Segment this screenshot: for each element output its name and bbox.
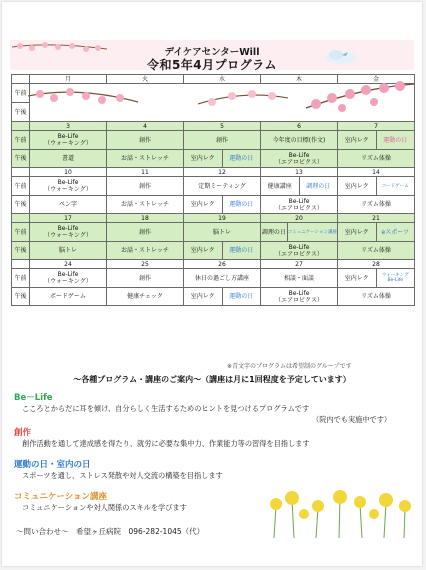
weekday-fri: 金	[338, 75, 415, 84]
date-cell: 25	[107, 260, 184, 269]
page-title: 令和5年4月プログラム	[146, 58, 278, 72]
program-cell-split	[261, 223, 338, 242]
date-cell: 14	[338, 168, 415, 177]
program-title-communication: コミュニケーション講座	[14, 492, 107, 502]
date-cell: 11	[107, 168, 184, 177]
program-cell: Be-Life （エアロビクス）	[261, 150, 338, 168]
weekday-tue: 火	[107, 75, 184, 84]
program-desc-sousaku: 創作活動を通して達成感を得たり、就労に必要な集中力、作業能力等の習得を目指します	[22, 439, 310, 448]
program-cell: 創作	[107, 223, 184, 242]
flyer-page	[2, 2, 422, 566]
date-cell: 5	[184, 122, 261, 131]
program-desc-undou: スポーツを通し、ストレス発散や対人交流の構築を目指します	[22, 471, 223, 480]
program-cell-split	[338, 223, 415, 242]
program-cell: 調理の日	[261, 228, 286, 236]
program-cell-split	[338, 131, 415, 150]
date-cell: 26	[184, 260, 261, 269]
program-cell: リズム体操	[338, 288, 415, 306]
program-cell: 創作	[107, 177, 184, 196]
program-cell: 室内レク	[190, 155, 215, 162]
program-cell: 創作	[107, 269, 184, 288]
program-cell: 創作	[184, 131, 261, 150]
program-title-sousaku: 創作	[14, 428, 32, 438]
date-cell: 18	[107, 214, 184, 223]
weekday-thu: 木	[261, 75, 338, 84]
program-cell: 室内レク	[344, 182, 369, 190]
cherry-blossom-icon	[28, 84, 138, 114]
program-cell: Be-Life （ウォーキング）	[30, 177, 107, 196]
program-cell: 定期ミーティング	[184, 177, 261, 196]
program-cell: 相談・面談	[261, 269, 338, 288]
program-cell: 運動の日	[222, 242, 261, 259]
program-cell: 室内レク	[344, 136, 369, 144]
program-cell: ボードゲーム	[30, 288, 107, 306]
slot-am-label: 午前	[12, 84, 30, 103]
weekday-wed: 水	[184, 75, 261, 84]
program-cell: 室内レク	[190, 201, 215, 208]
date-cell: 12	[184, 168, 261, 177]
program-cell: 健康チェック	[107, 288, 184, 306]
program-title-belife: Be－Life	[14, 393, 53, 403]
date-cell: 21	[338, 214, 415, 223]
program-cell-split	[184, 196, 261, 214]
program-cell: ペン字	[30, 196, 107, 214]
program-cell: 運動の日	[222, 196, 261, 213]
program-desc-belife-note: （院内でも実施中です）	[312, 415, 392, 424]
program-cell: お話・ストレッチ	[107, 242, 184, 260]
date-cell: 10	[30, 168, 107, 177]
program-desc-communication: コミュニケーションや対人関係のスキルを学びます	[22, 503, 187, 512]
date-cell: 4	[107, 122, 184, 131]
program-cell: Be-Life （ウォーキング）	[30, 269, 107, 288]
cherry-blossom-icon	[198, 86, 288, 114]
date-cell: 28	[338, 260, 415, 269]
slot-pm-label: 午後	[12, 150, 30, 168]
program-cell: お話・ストレッチ	[107, 150, 184, 168]
program-cell: Be-Life （ウォーキング）	[30, 223, 107, 242]
header-subtitle: デイケアセンターWill	[164, 47, 260, 58]
program-cell: Be-Life （エアロビクス）	[261, 288, 338, 306]
program-title-undou: 運動の日・室内の日	[14, 460, 91, 470]
program-cell: お話・ストレッチ	[107, 196, 184, 214]
slot-am-label: 午前	[12, 131, 30, 150]
program-cell: Be-Life （エアロビクス）	[261, 196, 338, 214]
program-cell: Be-Life （エアロビクス）	[261, 242, 338, 260]
contact-info: 〜問い合わせ〜 希望ヶ丘病院 096-282-1045（代）	[16, 527, 205, 536]
program-cell-split	[338, 177, 415, 196]
program-cell-split	[184, 288, 261, 306]
program-cell: コミュニケーション講座	[287, 223, 337, 241]
program-cell: 運動の日	[222, 288, 261, 305]
slot-am-label: 午前	[12, 223, 30, 242]
program-cell: コードゲーム	[376, 177, 415, 195]
note-text: ※青文字のプログラムは希望制のグループです	[227, 363, 352, 370]
slot-am-label: 午前	[12, 177, 30, 196]
program-cell: Be-Life （ウォーキング）	[30, 131, 107, 150]
program-cell: 創作	[107, 131, 184, 150]
program-cell-split	[261, 177, 338, 196]
weekday-mon: 月	[30, 75, 107, 84]
cherry-blossom-icon	[302, 78, 414, 122]
program-cell: 室内レク	[344, 228, 369, 236]
program-cell: 休日の過ごし方講座	[184, 269, 261, 288]
date-cell: 6	[261, 122, 338, 131]
program-cell: 運動の日	[222, 150, 261, 167]
program-cell: 室内レク	[344, 274, 369, 282]
program-cell: リズム体操	[338, 150, 415, 168]
date-cell: 24	[30, 260, 107, 269]
program-cell-split	[338, 269, 415, 288]
program-cell: ウォーキング Be-Life	[376, 269, 415, 287]
date-cell: 19	[184, 214, 261, 223]
date-cell: 27	[261, 260, 338, 269]
program-cell: 健康講座	[267, 182, 292, 190]
rapeseed-flowers-icon	[264, 488, 414, 538]
program-cell: 室内レク	[190, 247, 215, 254]
program-cell: 今年度の目標(作文)	[261, 131, 338, 150]
program-cell: リズム体操	[338, 242, 415, 260]
section-title: 〜各種プログラム・講座のご案内〜（講座は月に1回程度を予定しています）	[73, 375, 351, 384]
program-cell: 調理の日	[299, 177, 338, 195]
program-cell: 室内レク	[190, 293, 215, 300]
slot-am-label: 午前	[12, 269, 30, 288]
program-cell: eスポーツ	[376, 223, 415, 241]
date-cell: 13	[261, 168, 338, 177]
program-cell: 書道	[30, 150, 107, 168]
date-cell: 17	[30, 214, 107, 223]
program-cell-split	[184, 150, 261, 168]
program-cell: リズム体操	[338, 196, 415, 214]
date-cell: 20	[261, 214, 338, 223]
slot-pm-label: 午後	[12, 103, 30, 122]
date-cell: 7	[338, 122, 415, 131]
program-cell: 脳トレ	[30, 242, 107, 260]
slot-pm-label: 午後	[12, 288, 30, 306]
program-cell: 脳トレ	[184, 223, 261, 242]
slot-pm-label: 午後	[12, 196, 30, 214]
program-desc-belife: こころとからだに耳を傾け、自分らしく生活するためのヒントを見つけるプログラムです	[22, 404, 310, 413]
slot-pm-label: 午後	[12, 242, 30, 260]
program-cell-split	[184, 242, 261, 260]
program-cell: 運動の日	[376, 131, 415, 149]
date-cell: 3	[30, 122, 107, 131]
